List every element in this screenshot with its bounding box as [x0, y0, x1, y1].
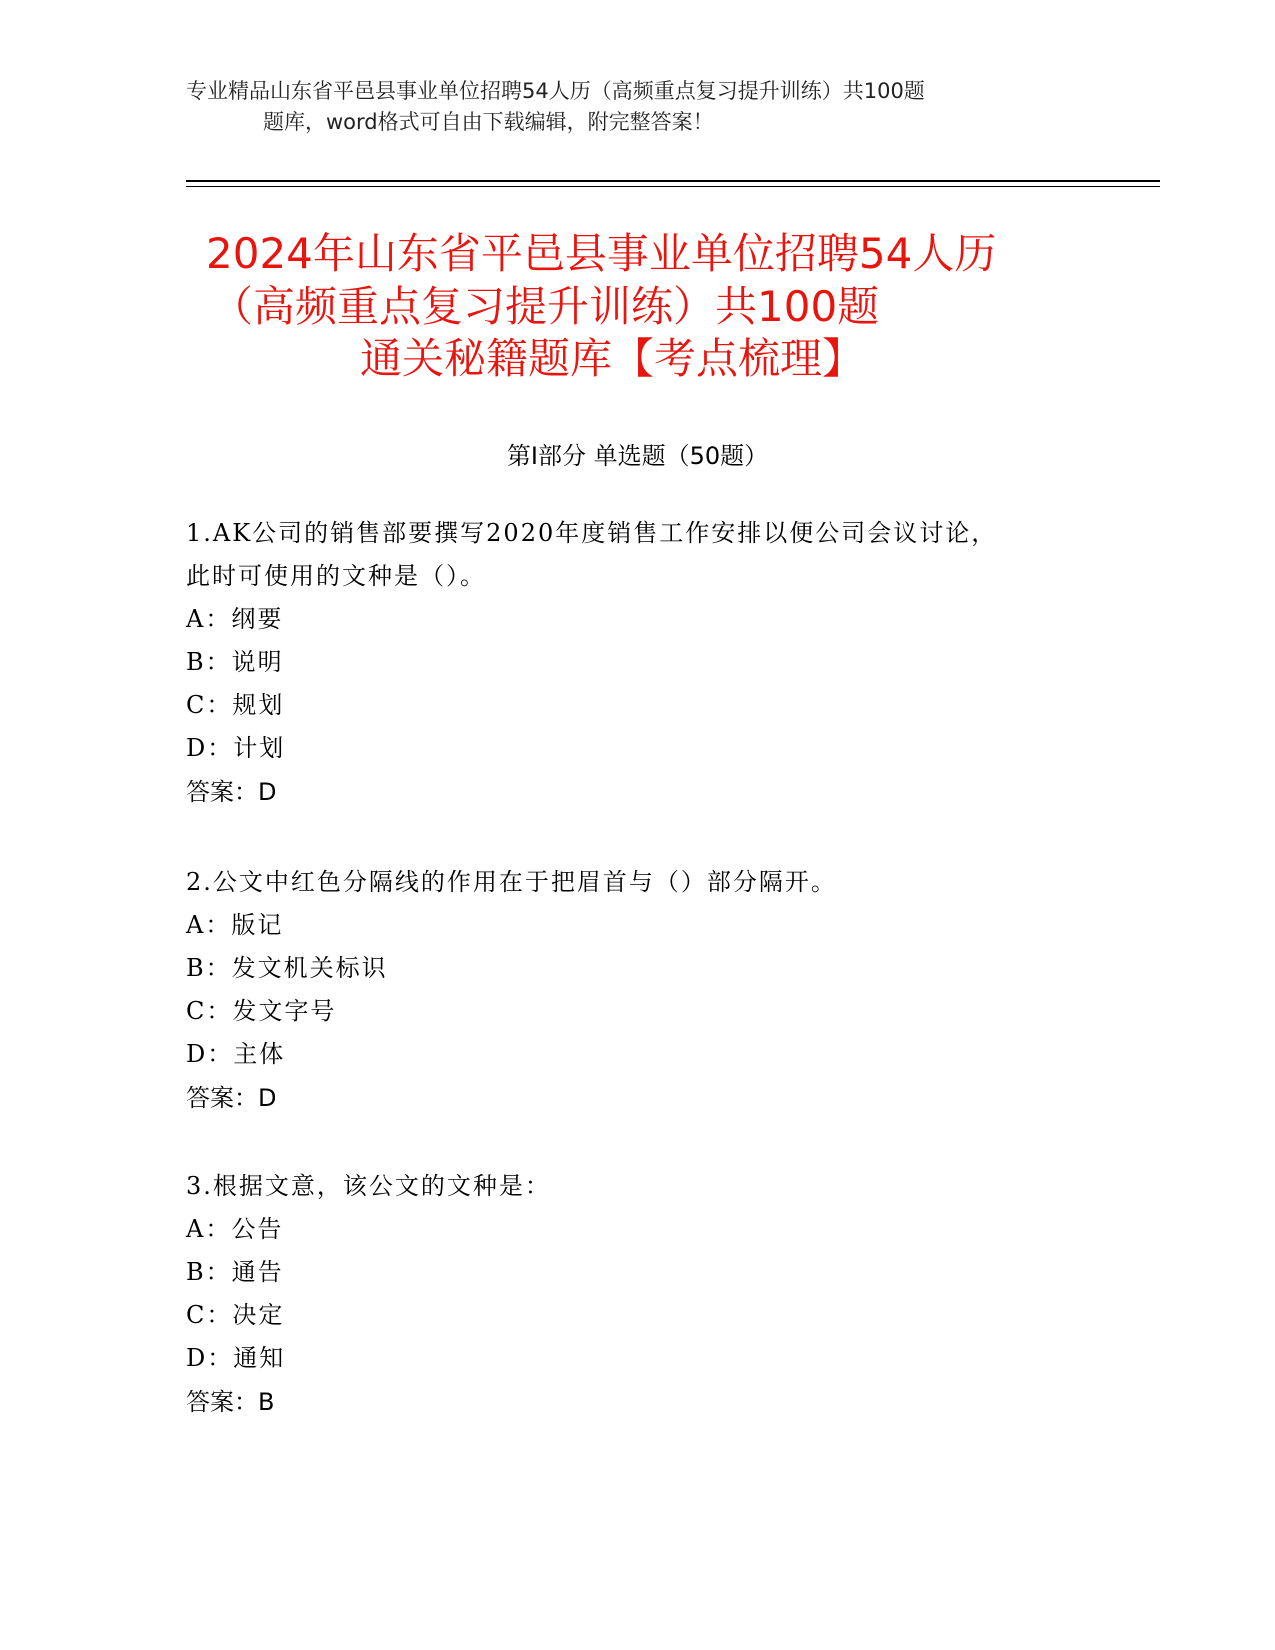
question-1-stem-line-1: 1.AK公司的销售部要撰写2020年度销售工作安排以便公司会议讨论， — [186, 519, 998, 547]
document-title-line-3: 通关秘籍题库【考点梳理】 — [360, 334, 865, 383]
question-2-option-d: D：主体 — [186, 1040, 286, 1068]
question-3-option-a: A：公告 — [186, 1215, 284, 1243]
question-2-option-c: C：发文字号 — [186, 997, 337, 1025]
document-title-line-2: （高频重点复习提升训练）共100题 — [211, 282, 880, 331]
header-divider-thin — [186, 186, 1160, 187]
section-heading: 第Ⅰ部分 单选题（50题） — [506, 442, 769, 470]
question-1-option-c: C：规划 — [186, 691, 285, 719]
question-3-option-d: D：通知 — [186, 1344, 286, 1372]
question-2-stem-line-1: 2.公文中红色分隔线的作用在于把眉首与（）部分隔开。 — [186, 868, 837, 896]
question-3-option-c: C：决定 — [186, 1301, 285, 1329]
header-divider-thick — [186, 180, 1160, 182]
document-title-line-1: 2024年山东省平邑县事业单位招聘54人历 — [206, 229, 997, 278]
question-2-option-b: B：发文机关标识 — [186, 954, 388, 982]
question-2-option-a: A：版记 — [186, 911, 284, 939]
question-1-answer: 答案：D — [186, 778, 277, 806]
header-line-1: 专业精品山东省平邑县事业单位招聘54人历（高频重点复习提升训练）共100题 — [186, 79, 925, 103]
question-3-answer: 答案：B — [186, 1388, 275, 1416]
question-1-option-a: A：纲要 — [186, 605, 284, 633]
question-1-option-b: B：说明 — [186, 648, 284, 676]
question-1-option-d: D：计划 — [186, 734, 286, 762]
question-2-answer: 答案：D — [186, 1084, 277, 1112]
question-1-stem-line-2: 此时可使用的文种是（）。 — [186, 562, 486, 590]
question-3-option-b: B：通告 — [186, 1258, 284, 1286]
question-3-stem-line-1: 3.根据文意，该公文的文种是： — [186, 1172, 551, 1200]
header-line-2: 题库，word格式可自由下载编辑，附完整答案！ — [263, 110, 714, 134]
